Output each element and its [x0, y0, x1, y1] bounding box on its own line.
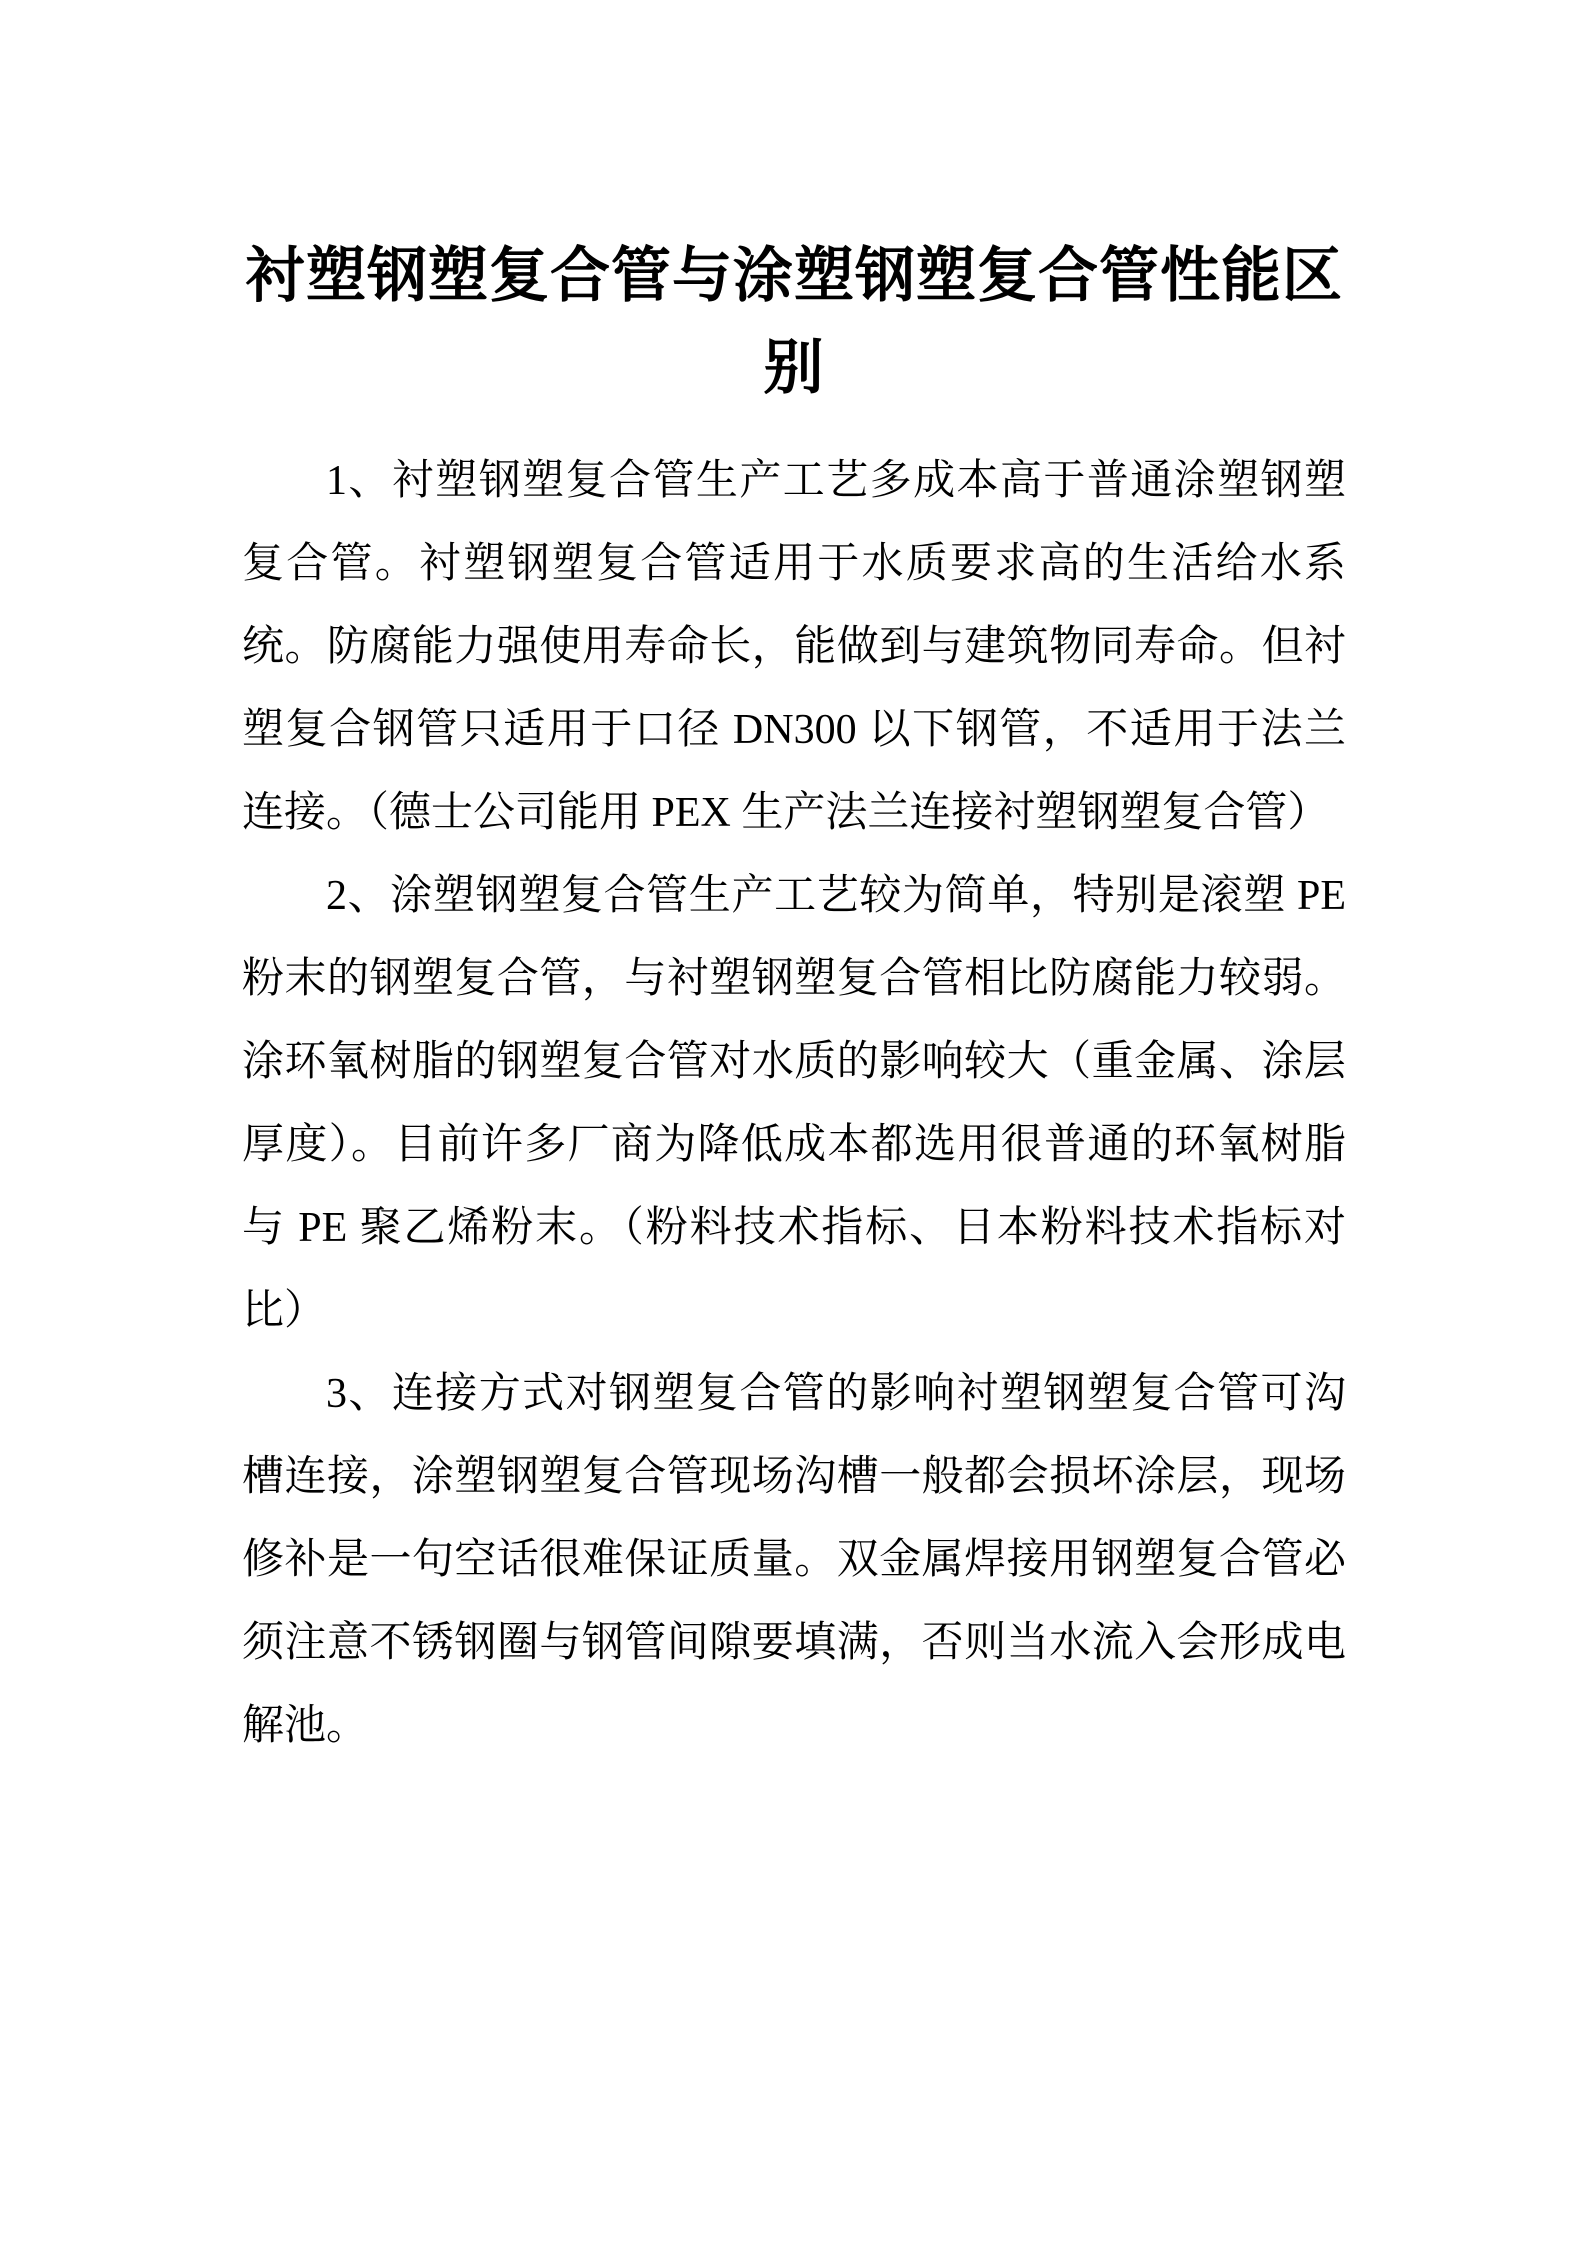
paragraph-1: 1、衬塑钢塑复合管生产工艺多成本高于普通涂塑钢塑复合管。衬塑钢塑复合管适用于水质要求高的生活给水系统。防腐能力强使用寿命长，能做到与建筑物同寿命。但衬塑复合钢管只适用于口径 DN300 以下钢管，不适用于法兰连接。（德士公司能用 PEX 生产法兰连接衬塑钢塑复合管）	[242, 458, 1346, 836]
paragraph-2: 2、涂塑钢塑复合管生产工艺较为简单，特别是滚塑 PE 粉末的钢塑复合管，与衬塑钢塑复合管相比防腐能力较弱。涂环氧树脂的钢塑复合管对水质的影响较大（重金属、涂层厚度）。目前许多厂商为降低成本都选用很普通的环氧树脂与 PE 聚乙烯粉末。（粉料技术指标、日本粉料技术指标对比）	[242, 873, 1346, 1334]
paragraph-3: 3、连接方式对钢塑复合管的影响衬塑钢塑复合管可沟槽连接，涂塑钢塑复合管现场沟槽一般都会损坏涂层，现场修补是一句空话很难保证质量。双金属焊接用钢塑复合管必须注意不锈钢圈与钢管间隙要填满，否则当水流入会形成电解池。	[242, 1371, 1346, 1749]
document-body	[242, 440, 1346, 1768]
document-content	[0, 230, 1588, 1768]
document-title: 衬塑钢塑复合管与涂塑钢塑复合管性能区别	[245, 243, 1343, 401]
